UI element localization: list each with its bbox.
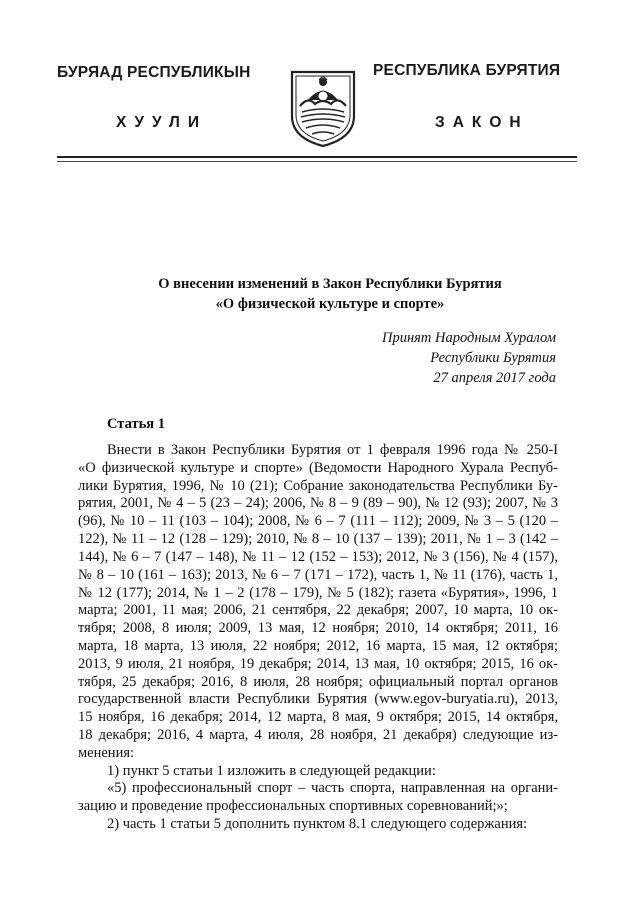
document-title-line: «О физической культуре и спорте» [215, 296, 445, 312]
body-line: рятия, 2001, № 4 – 5 (23 – 24); 2006, № 8 – 9 (89 – 90), № 12 (93); 2007, № 3 [78, 495, 558, 512]
adoption-line: Республики Бурятия [430, 350, 556, 366]
adoption-note [300, 328, 556, 388]
buryat-republic-title: БУРЯАД РЕСПУБЛИКЫН [57, 64, 251, 81]
header-rule-thin [57, 161, 577, 162]
russian-republic-title: РЕСПУБЛИКА БУРЯТИЯ [373, 62, 561, 79]
body-line: тября, 25 декабря; 2016, 8 июля, 28 ноября; официальный портал органов [78, 673, 558, 690]
body-line: 2013, 9 июля, 21 ноября, 19 декабря; 2014, 13 мая, 10 октября; 2015, 16 ок- [78, 655, 558, 672]
body-line: (96), № 10 – 11 (103 – 104); 2008, № 6 – 7 (111 – 112); 2009, № 3 – 5 (120 – [78, 513, 558, 530]
body-line: государственной власти Республики Бурятия (www.egov-buryatia.ru), 2013, [78, 691, 558, 708]
body-line: зацию и проведение профессиональных спортивных соревнований;»; [78, 798, 508, 815]
body-line: 122), № 11 – 12 (128 – 129); 2010, № 8 – 10 (137 – 139); 2011, № 1 – 3 (142 – [78, 531, 558, 548]
russian-doc-type: ЗАКОН [435, 114, 529, 131]
body-line: марта, 18 марта, 13 июля, 22 ноября; 2012, 16 марта, 15 мая, 12 октября; [78, 637, 558, 654]
body-line: № 12 (177); 2014, № 1 – 2 (178 – 179), № 5 (182); газета «Бурятия», 1996, 1 [78, 584, 558, 601]
body-line: № 8 – 10 (161 – 163); 2013, № 6 – 7 (171 – 172), часть 1, № 11 (176), часть 1, [78, 566, 558, 583]
body-line: менения: [78, 744, 135, 761]
document-title [100, 274, 560, 314]
article-body [78, 442, 558, 834]
adoption-line: Принят Народным Хуралом [381, 330, 556, 346]
document-title-line: О внесении изменений в Закон Республики Бурятия [158, 276, 502, 292]
body-line: 18 декабря; 2016, 4 марта, 4 июля, 28 ноября, 21 декабря) следующие из- [78, 727, 558, 743]
body-line: 144), № 6 – 7 (147 – 148), № 11 – 12 (152 – 153); 2012, № 3 (156), № 4 (157), [78, 548, 558, 565]
body-line: 1) пункт 5 статьи 1 изложить в следующей редакции: [107, 762, 436, 779]
body-line: «О физической культуре и спорте» (Ведомости Народного Хурала Респуб- [78, 459, 558, 476]
body-line: 2) часть 1 статьи 5 дополнить пунктом 8.1 следующего содержания: [107, 816, 528, 833]
body-line: тября; 2008, 8 июля; 2009, 13 мая, 12 ноября; 2010, 14 октября; 2011, 16 [78, 620, 558, 637]
body-line: «5) профессиональный спорт – часть спорта, направленная на органи- [107, 780, 558, 797]
header-rule-thick [57, 156, 577, 158]
body-line: Внести в Закон Республики Бурятия от 1 февраля 1996 года № 250-I [107, 442, 558, 458]
coat-of-arms-icon [288, 66, 358, 148]
article-heading: Статья 1 [107, 416, 165, 432]
body-line: лики Бурятия, 1996, № 10 (21); Собрание законодательства Республики Бу- [78, 477, 558, 494]
adoption-date: 27 апреля 2017 года [433, 370, 556, 386]
body-line: 15 ноября, 16 декабря; 2014, 12 марта, 8 мая, 9 октября; 2015, 14 октября, [78, 709, 558, 726]
buryat-doc-type: ХУУЛИ [116, 114, 208, 131]
body-line: марта; 2001, 11 мая; 2006, 21 сентября, 22 декабря; 2007, 10 марта, 10 ок- [78, 602, 558, 619]
